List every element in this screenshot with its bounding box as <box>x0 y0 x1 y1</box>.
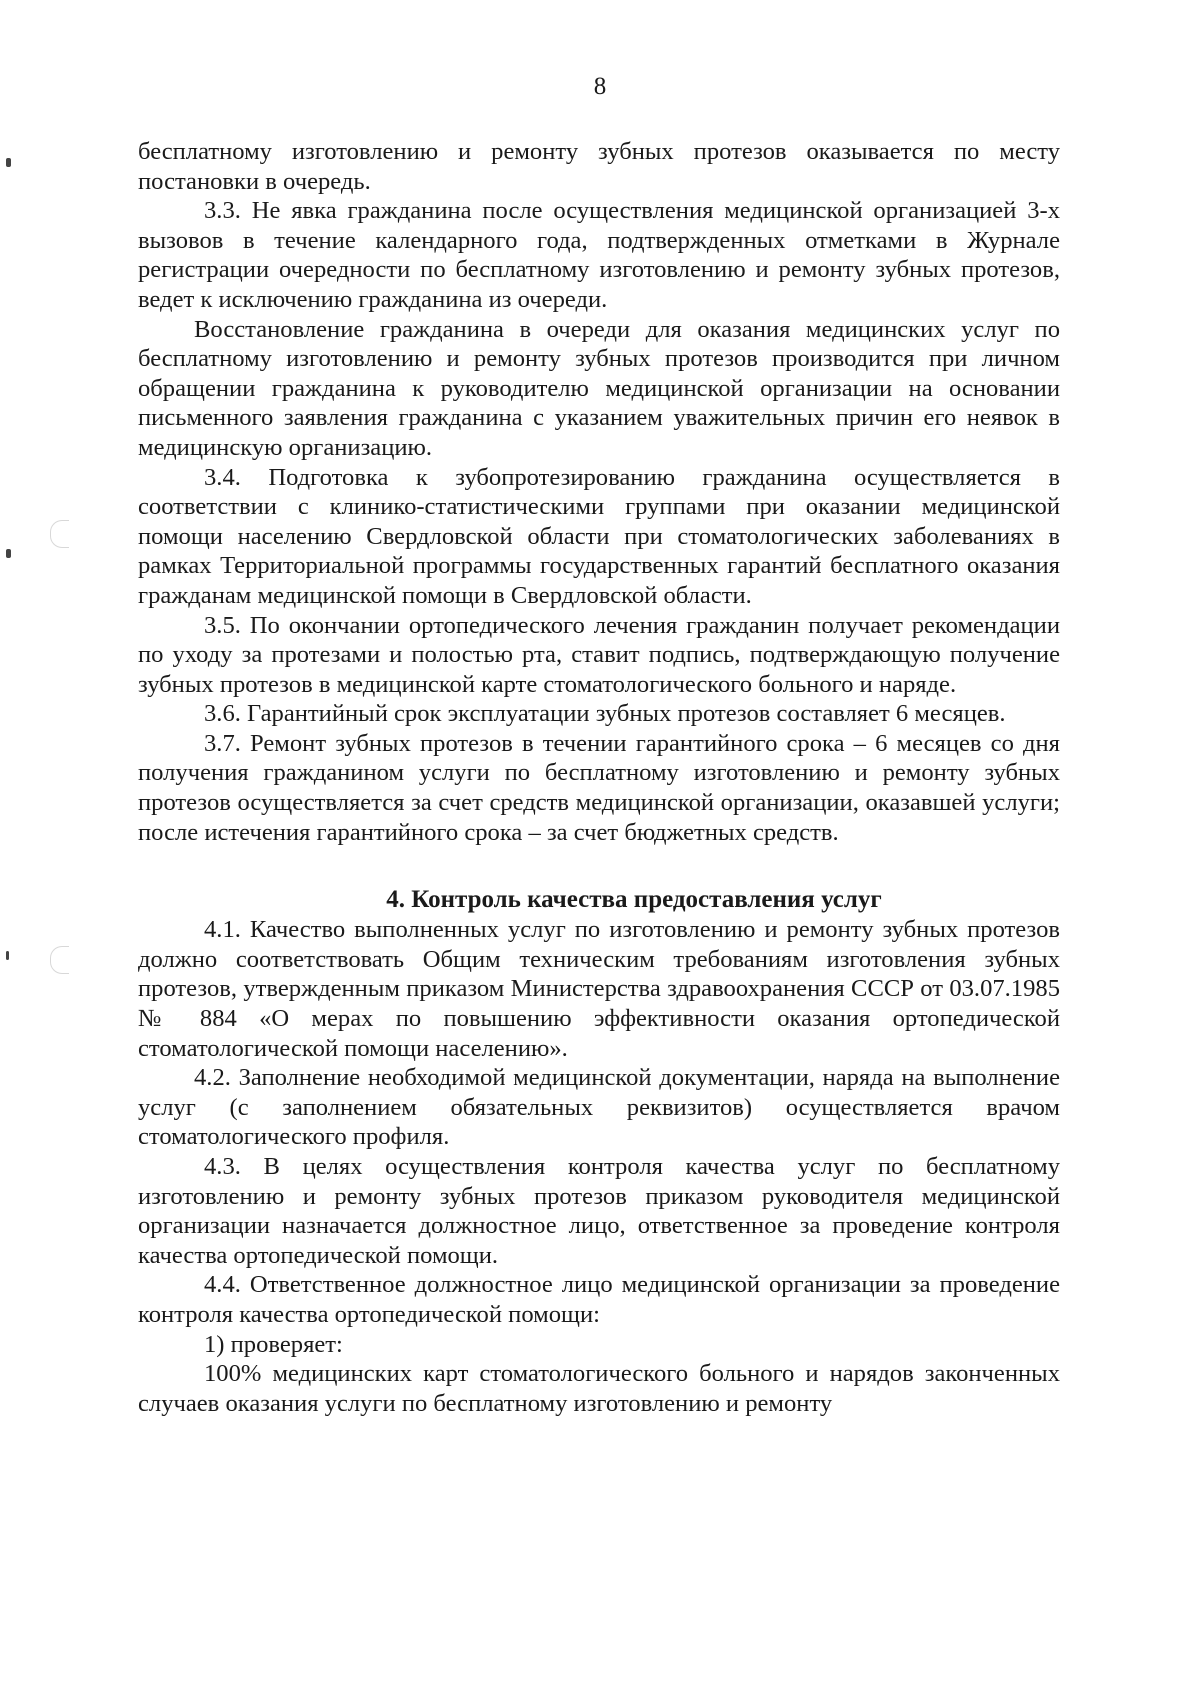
paragraph-4-2: 4.2. Заполнение необходимой медицинской документации, наряда на выполнение услуг (с заполнением обязательных реквизитов) осуществляется врачом стоматологического профиля. <box>138 1064 1060 1151</box>
paragraph-3-6: 3.6. Гарантийный срок эксплуатации зубных протезов составляет 6 месяцев. <box>204 700 1006 728</box>
margin-scan-artifact <box>50 946 69 974</box>
paragraph-3-5: 3.5. По окончании ортопедического лечения гражданин получает рекомендации по уходу за протезами и полостью рта, ставит подпись, подтверждающую получение зубных протезов в медицинской карте стоматологического больного и наряде. <box>138 611 1060 698</box>
paragraph-4-1: 4.1. Качество выполненных услуг по изготовлению и ремонту зубных протезов должно соответствовать Общим техническим требованиям изготовления зубных протезов, утвержденным приказом Министерства здравоохранения СССР от 03.07.1985 № 884 «О мерах по повышению эффективности оказания ортопедической стоматологической помощи населению». <box>138 916 1060 1062</box>
paragraph-continuation: бесплатному изготовлению и ремонту зубных протезов оказывается по месту постановки в очередь. <box>138 138 1060 195</box>
margin-scan-artifact <box>50 520 69 548</box>
paragraph-3-3: 3.3. Не явка гражданина после осуществления медицинской организацией 3-х вызовов в течение календарного года, подтвержденных отметками в Журнале регистрации очередности по бесплатному изготовлению и ремонту зубных протезов, ведет к исключению гражданина из очереди. <box>138 197 1060 313</box>
paragraph-restoration: Восстановление гражданина в очереди для оказания медицинских услуг по бесплатному изготовлению и ремонту зубных протезов производится при личном обращении гражданина к руководителю медицинской организации на основании письменного заявления гражданина с указанием уважительных причин его неявок в медицинскую организацию. <box>138 315 1060 461</box>
margin-punch-mark <box>6 549 11 558</box>
document-body <box>138 137 1060 1418</box>
page-number: 8 <box>593 73 607 100</box>
section-4-heading: 4. Контроль качества предоставления услуг <box>386 886 882 914</box>
paragraph-4-4: 4.4. Ответственное должностное лицо медицинской организации за проведение контроля качества ортопедической помощи: <box>138 1271 1060 1328</box>
margin-punch-mark <box>6 951 9 960</box>
paragraph-100-percent: 100% медицинских карт стоматологического больного и нарядов законченных случаев оказания услуги по бесплатному изготовлению и ремонту <box>138 1360 1060 1417</box>
list-item-1: 1) проверяет: <box>204 1330 343 1358</box>
paragraph-3-7: 3.7. Ремонт зубных протезов в течении гарантийного срока – 6 месяцев со дня получения гражданином услуги по бесплатному изготовлению и ремонту зубных протезов осуществляется за счет средств медицинской организации, оказавшей услуги; после истечения гарантийного срока – за счет бюджетных средств. <box>138 729 1060 846</box>
margin-punch-mark <box>6 158 11 167</box>
paragraph-3-4: 3.4. Подготовка к зубопротезированию гражданина осуществляется в соответствии с клинико-статистическими группами при оказании медицинской помощи населению Свердловской области при стоматологических заболеваниях в рамках Территориальной программы государственных гарантий бесплатного оказания гражданам медицинской помощи в Свердловской области. <box>138 463 1060 609</box>
paragraph-4-3: 4.3. В целях осуществления контроля качества услуг по бесплатному изготовлению и ремонту зубных протезов приказом руководителя медицинской организации назначается должностное лицо, ответственное за проведение контроля качества ортопедической помощи. <box>138 1153 1060 1269</box>
